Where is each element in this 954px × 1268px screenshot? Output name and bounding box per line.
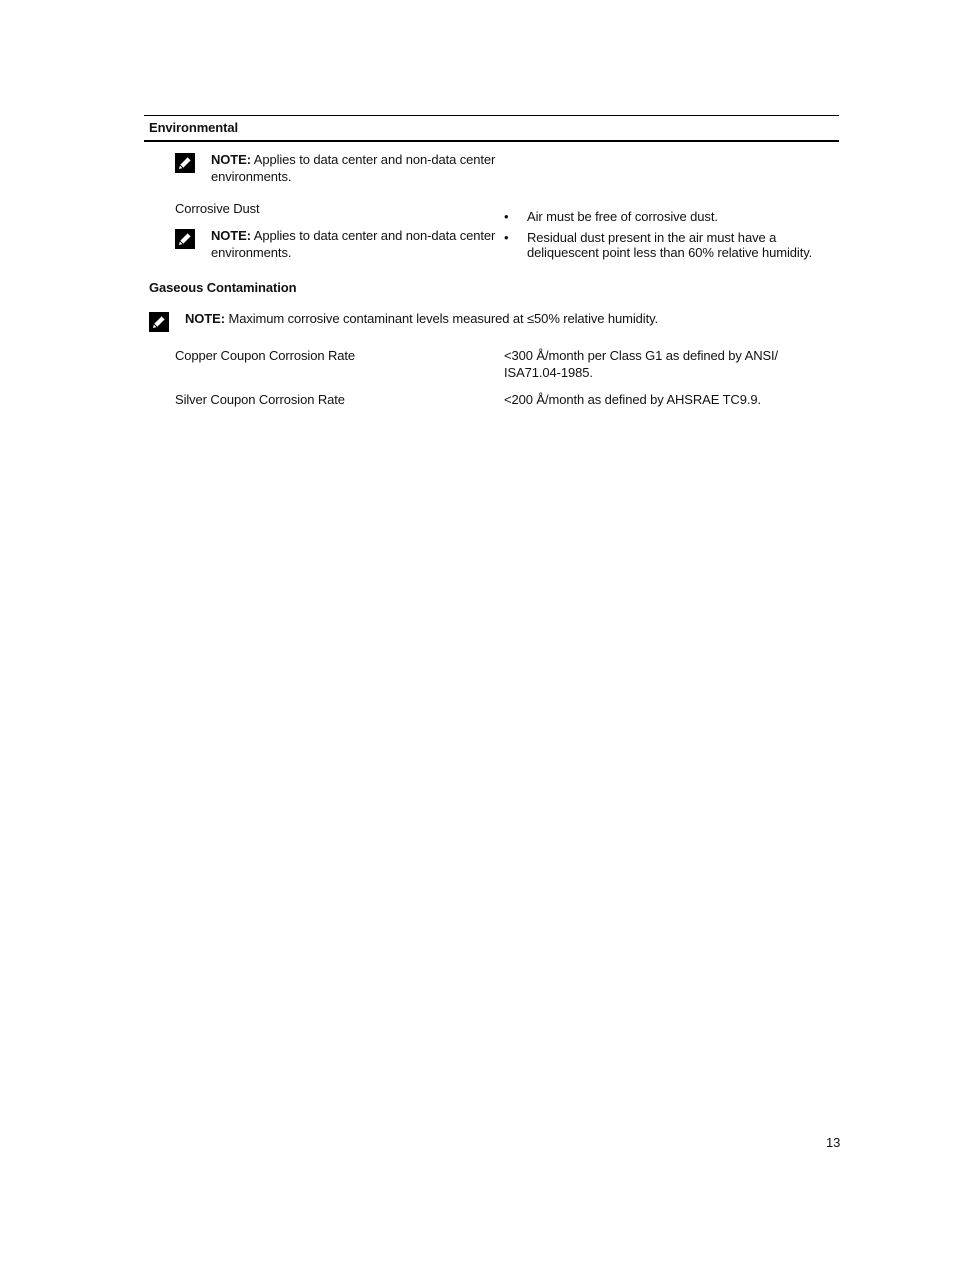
copper-value-line1: <300 Å/month per Class G1 as defined by ANSI/ [504, 348, 779, 363]
bullet-item-1: Air must be free of corrosive dust. [527, 209, 718, 224]
intro-note-line1 [211, 151, 495, 168]
gaseous-note-text: Maximum corrosive contaminant levels measured at ≤50% relative humidity. [228, 311, 659, 326]
bullet-item-2-line1: Residual dust present in the air must have a [527, 230, 777, 245]
intro-note-text: Applies to data center and non-data center [253, 152, 496, 167]
page-number: 13 [826, 1135, 841, 1150]
corrosive-dust-note-line1 [211, 227, 495, 244]
intro-note-line2: environments. [211, 169, 292, 184]
table-top-rule [144, 115, 839, 116]
copper-value-line2: ISA71.04-1985. [504, 365, 593, 380]
corrosive-dust-note-line2: environments. [211, 245, 292, 260]
bullet-item-2-line2: deliquescent point less than 60% relative humidity. [527, 245, 813, 260]
gaseous-note [185, 310, 658, 327]
silver-value: <200 Å/month as defined by AHSRAE TC9.9. [504, 392, 761, 407]
silver-label: Silver Coupon Corrosion Rate [175, 392, 345, 407]
pencil-note-icon [149, 312, 169, 332]
note-label: NOTE: [211, 228, 251, 243]
note-label: NOTE: [211, 152, 251, 167]
note-label: NOTE: [185, 311, 225, 326]
pencil-note-icon [175, 229, 195, 249]
gaseous-title: Gaseous Contamination [149, 280, 297, 295]
pencil-note-icon [175, 153, 195, 173]
header-bottom-rule [144, 140, 839, 142]
bullet-dot: • [504, 209, 509, 224]
section-title: Environmental [149, 120, 238, 135]
bullet-dot: • [504, 230, 509, 245]
corrosive-dust-note-text: Applies to data center and non-data center [253, 228, 496, 243]
corrosive-dust-label: Corrosive Dust [175, 201, 260, 216]
copper-label: Copper Coupon Corrosion Rate [175, 348, 356, 363]
